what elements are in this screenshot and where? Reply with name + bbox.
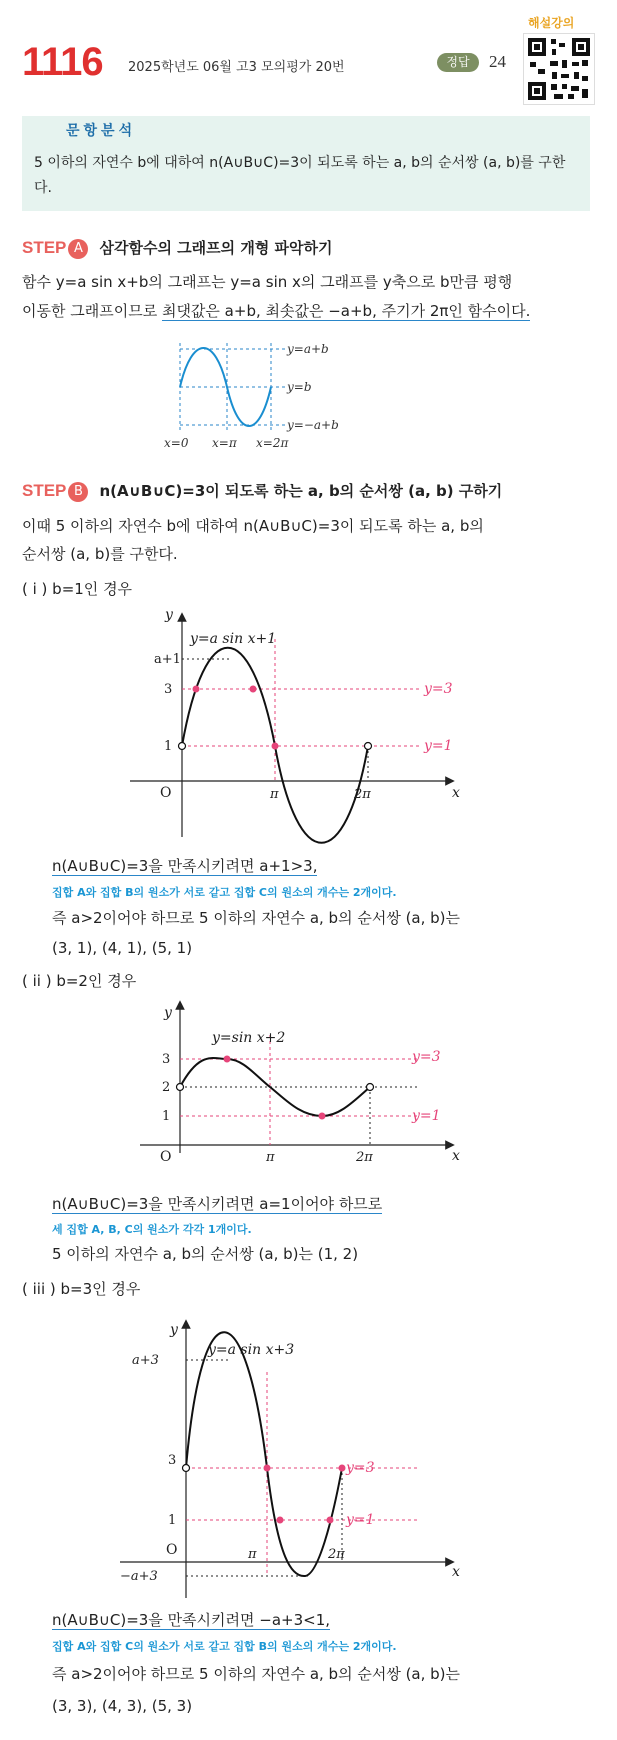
case3-ylabel-1: 1 — [168, 1513, 177, 1528]
case3-2pi: 2π — [328, 1547, 345, 1562]
answer-value: 24 — [489, 52, 506, 71]
case3-result2: (3, 3), (4, 3), (5, 3) — [52, 1697, 193, 1715]
case2-curve-label: y=sin x+2 — [212, 1030, 286, 1046]
case2-note: 세 집합 A, B, C의 원소가 각각 1개이다. — [52, 1223, 252, 1236]
step-a-label: STEP — [22, 238, 67, 257]
case3-ylabel-bottom: −a+3 — [120, 1569, 158, 1584]
case1-pi: π — [270, 787, 279, 802]
qr-label: 해설강의 — [528, 16, 575, 30]
answer-badge: 정답 — [437, 53, 479, 72]
step-b-letter: B — [68, 482, 88, 502]
case1-heading: ( i ) b=1인 경우 — [22, 580, 133, 598]
step-a-letter: A — [68, 239, 88, 259]
case3-open-point-left — [183, 1465, 190, 1472]
case1-open-point-right — [365, 743, 372, 750]
case3-line1-label: y=1 — [346, 1512, 375, 1528]
case3-point — [277, 1517, 284, 1524]
case2-line1-label: y=1 — [412, 1108, 441, 1124]
case2-graph — [140, 995, 480, 1180]
case3-result1: 즉 a>2이어야 하므로 5 이하의 자연수 a, b의 순서쌍 (a, b)는 — [52, 1665, 461, 1683]
case1-origin: O — [160, 785, 172, 801]
case3-ylabel-3: 3 — [168, 1453, 177, 1468]
case1-ylabel-1: 1 — [164, 739, 173, 754]
case1-graph — [130, 605, 480, 845]
case2-point-max — [224, 1056, 231, 1063]
case1-result2: (3, 1), (4, 1), (5, 1) — [52, 939, 193, 957]
case3-pi: π — [248, 1547, 257, 1562]
case2-origin: O — [160, 1149, 172, 1165]
step-a-line2-underlined: 최댓값은 a+b, 최솟값은 −a+b, 주기가 2π인 함수이다. — [161, 302, 531, 320]
label-y-mid: y=b — [287, 380, 312, 394]
step-a-line2-plain: 이동한 그래프이므로 — [22, 302, 162, 320]
case2-condition-text: n(A∪B∪C)=3을 만족시키려면 a=1이어야 하므로 — [52, 1195, 383, 1213]
case2-line3-label: y=3 — [412, 1049, 441, 1065]
case2-result: 5 이하의 자연수 a, b의 순서쌍 (a, b)는 (1, 2) — [52, 1245, 359, 1263]
case3-curve-label: y=a sin x+3 — [208, 1342, 295, 1358]
case1-y-axis-label: y — [165, 607, 173, 623]
case2-heading: ( ii ) b=2인 경우 — [22, 972, 137, 990]
case1-condition-text: n(A∪B∪C)=3을 만족시키려면 a+1>3, — [52, 857, 318, 875]
label-x0: x=0 — [164, 436, 189, 450]
case1-point — [193, 686, 200, 693]
step-b-label: STEP — [22, 481, 67, 500]
case3-ylabel-top: a+3 — [132, 1353, 159, 1368]
label-y-min: y=−a+b — [287, 418, 339, 432]
case2-pi: π — [266, 1150, 275, 1165]
case1-curve-label: y=a sin x+1 — [190, 631, 277, 647]
step-b-title: n(A∪B∪C)=3이 되도록 하는 a, b의 순서쌍 (a, b) 구하기 — [99, 482, 503, 500]
label-y-max: y=a+b — [287, 342, 329, 356]
case3-condition-text: n(A∪B∪C)=3을 만족시키려면 −a+3<1, — [52, 1611, 331, 1629]
case1-note: 집합 A와 집합 B의 원소가 서로 같고 집합 C의 원소의 개수는 2개이다. — [52, 886, 397, 899]
case2-2pi: 2π — [356, 1150, 373, 1165]
case2-ylabel-1: 1 — [162, 1109, 171, 1124]
case3-origin: O — [166, 1542, 178, 1558]
case3-x-axis-label: x — [452, 1564, 460, 1580]
case2-x-axis-label: x — [452, 1148, 460, 1164]
step-a-title: 삼각함수의 그래프의 개형 파악하기 — [99, 239, 333, 257]
case3-heading: ( iii ) b=3인 경우 — [22, 1280, 141, 1298]
case2-ylabel-3: 3 — [162, 1052, 171, 1067]
step-b-heading — [22, 480, 502, 502]
sine-overview-graph — [160, 335, 400, 465]
step-a-heading — [22, 237, 333, 259]
problem-source: 2025학년도 06월 고3 모의평가 20번 — [128, 60, 345, 75]
case3-point — [264, 1465, 271, 1472]
case1-ylabel-top: a+1 — [154, 652, 181, 667]
case1-line3-label: y=3 — [424, 681, 453, 697]
case3-note: 집합 A와 집합 C의 원소가 서로 같고 집합 B의 원소의 개수는 2개이다. — [52, 1640, 397, 1653]
case1-result1: 즉 a>2이어야 하므로 5 이하의 자연수 a, b의 순서쌍 (a, b)는 — [52, 909, 461, 927]
case3-line3-label: y=3 — [346, 1460, 375, 1476]
case1-line1-label: y=1 — [424, 738, 453, 754]
analysis-text: 5 이하의 자연수 b에 대하여 n(A∪B∪C)=3이 되도록 하는 a, b의 순서쌍 (a, b)를 구한다. — [34, 155, 566, 196]
case1-point — [250, 686, 257, 693]
qr-code-icon[interactable] — [523, 33, 595, 105]
case1-condition — [52, 852, 317, 880]
case3-graph — [120, 1312, 480, 1602]
case3-y-axis-label: y — [170, 1322, 178, 1338]
step-a-line1: 함수 y=a sin x+b의 그래프는 y=a sin x의 그래프를 y축으로 b만큼 평행 — [22, 273, 513, 291]
case3-point-end — [339, 1465, 346, 1472]
step-b-intro1: 이때 5 이하의 자연수 b에 대하여 n(A∪B∪C)=3이 되도록 하는 a, b의 — [22, 517, 484, 535]
case2-ylabel-2: 2 — [162, 1080, 171, 1095]
case2-open-point-left — [177, 1084, 184, 1091]
label-x2pi: x=2π — [256, 436, 289, 450]
case2-open-point-right — [367, 1084, 374, 1091]
problem-number: 1116 — [22, 40, 103, 84]
case1-x-axis-label: x — [452, 785, 460, 801]
case1-2pi: 2π — [354, 787, 371, 802]
analysis-title: 문항분석 — [66, 123, 137, 139]
case2-condition — [52, 1190, 382, 1218]
step-a-line2 — [22, 297, 530, 325]
case2-point-min — [319, 1113, 326, 1120]
label-xpi: x=π — [212, 436, 237, 450]
case3-point — [327, 1517, 334, 1524]
case2-y-axis-label: y — [164, 1005, 172, 1021]
case1-open-point-left — [179, 743, 186, 750]
case1-ylabel-3: 3 — [164, 682, 173, 697]
case1-point — [272, 743, 279, 750]
step-b-intro2: 순서쌍 (a, b)를 구한다. — [22, 545, 178, 563]
case3-condition — [52, 1606, 330, 1634]
case3-curve — [186, 1332, 342, 1576]
